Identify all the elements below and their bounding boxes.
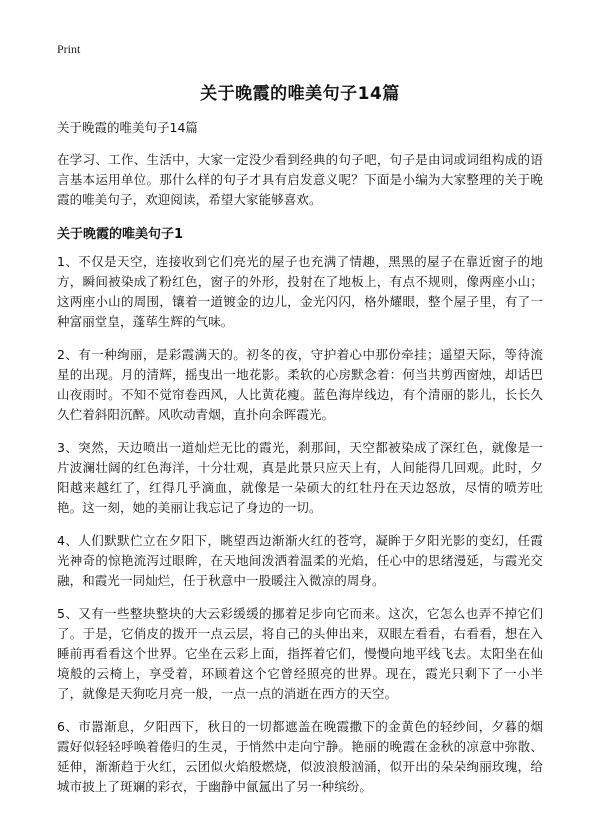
page-title: 关于晚霞的唯美句子14篇 bbox=[200, 84, 400, 104]
intro-paragraph: 在学习、工作、生活中，大家一定没少看到经典的句子吧，句子是由词或词组构成的语言基本运用单位。那什么样的句子才具有启发意义呢？下面是小编为大家整理的关于晚霞的唯美句子，欢迎阅读，希望大家能够喜欢。 bbox=[57, 152, 543, 207]
print-label: Print bbox=[57, 42, 81, 56]
section-heading: 关于晚霞的唯美句子1 bbox=[57, 227, 184, 242]
sentence-paragraph-3: 3、突然，天边喷出一道灿烂无比的霞光，刹那间，天空都被染成了深红色，就像是一片波澜壮阔的红色海洋，十分壮观，真是此景只应天上有，人间能得几回观。此时，夕阳越来越红了，红得几乎滴血，就像是一朵硕大的红牡丹在天边怒放，尽情的喷芳吐艳。这一刻，她的美丽让我忘记了身边的一切。 bbox=[57, 440, 543, 515]
sentence-paragraph-2: 2、有一种绚丽，是彩霞满天的。初冬的夜，守护着心中那份牵挂；遥望天际，等待流星的出现。月的清辉，摇曳出一地花影。柔软的心房默念着：何当共剪西窗烛，却话巴山夜雨时。不知不觉帘卷西风，人比黄花瘦。蓝色海岸线边，有个清丽的影儿，长长久久伫着斜阳沉醉。风吹动青烟，直扑向余晖霞光。 bbox=[57, 347, 543, 422]
sentence-paragraph-1: 1、不仅是天空，连接收到它们亮光的屋子也充满了情趣，黑黑的屋子在靠近窗子的地方，瞬间被染成了粉红色，窗子的外形，投射在了地板上，有点不规则，像两座小山；这两座小山的周围，镶着一道镀金的边儿，金光闪闪，格外耀眼，整个屋子里，有了一种富丽堂皇，蓬荜生辉的气味。 bbox=[57, 254, 543, 329]
page-subtitle: 关于晚霞的唯美句子14篇 bbox=[57, 120, 198, 135]
sentence-paragraph-4: 4、人们默默伫立在夕阳下，眺望西边渐渐火红的苍穹，凝眸于夕阳光影的变幻，任霞光神奇的惊艳流泻过眼眸，在天地间泼洒着温柔的光焰，任心中的思绪漫延，与霞光交融，和霞光一同灿烂，任于秋意中一股暖注入微凉的周身。 bbox=[57, 533, 543, 588]
sentence-paragraph-5: 5、又有一些整块整块的大云彩缓缓的挪着足步向它而来。这次，它怎么也弄不掉它们了。于是，它俏皮的拨开一点云层，将自己的头伸出来，双眼左看看，右看看，想在入睡前再看看这个世界。它坐在云彩上面，指挥着它们，慢慢向地平线飞去。太阳坐在仙境般的云椅上，享受着，环顾着这个它曾经照亮的世界。现在，霞光只剩下了一小半了，就像是天狗吃月亮一般，一点一点的消逝在西方的天空。 bbox=[57, 606, 543, 701]
sentence-paragraph-6: 6、市嚣渐息，夕阳西下，秋日的一切都遮盖在晚霞撒下的金黄色的轻纱间，夕暮的烟霞好似轻轻呼唤着倦归的生灵，于悄然中走向宁静。艳丽的晚霞在金秋的凉意中弥散、延伸，渐渐趋于火红，云团似火焰般燃烧，似波浪般汹涌，似开出的朵朵绚丽玫瑰，给城市披上了斑斓的彩衣，于幽静中氤氲出了另一种缤纷。 bbox=[57, 719, 543, 794]
